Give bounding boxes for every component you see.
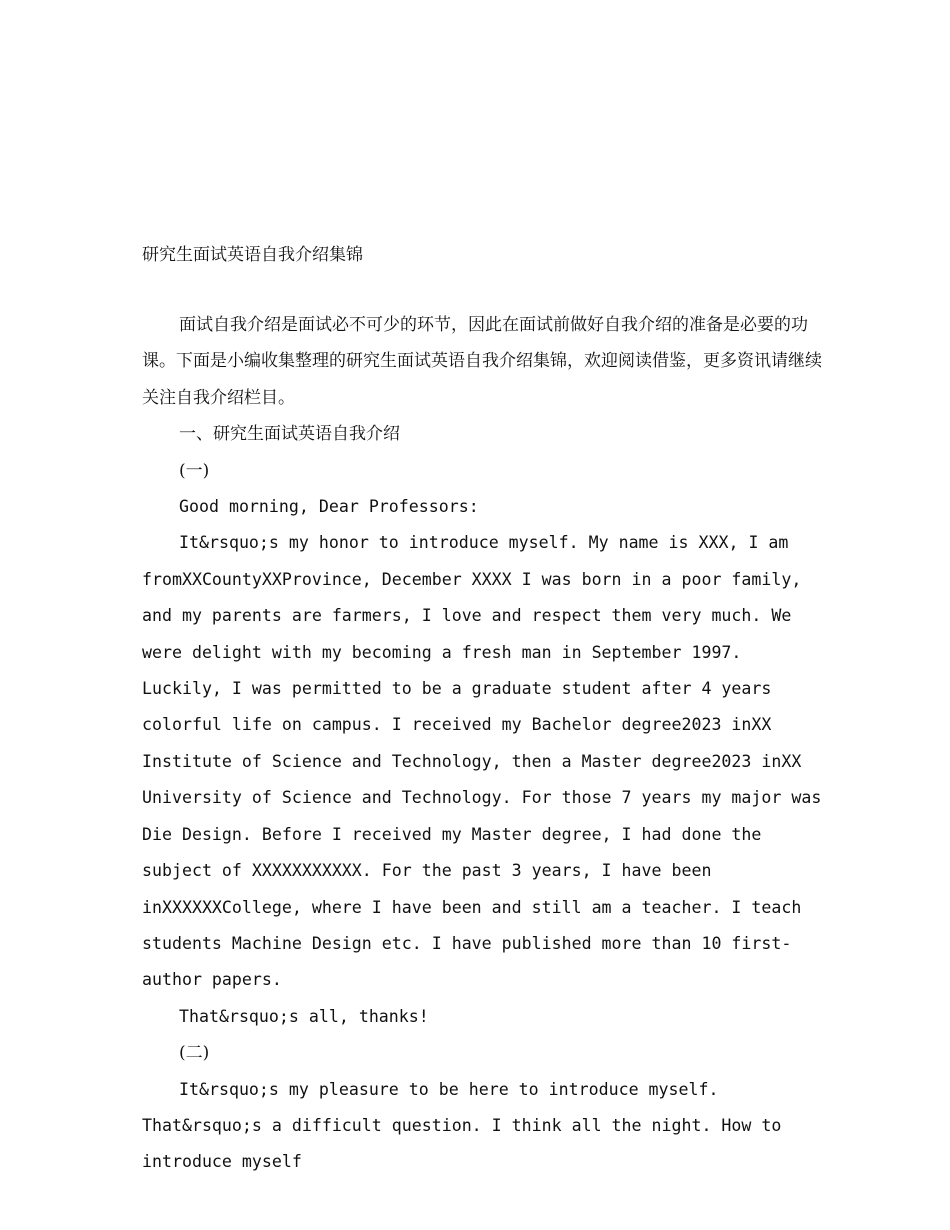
part2-body-paragraph: It&rsquo;s my pleasure to be here to introduce myself. That&rsquo;s a difficult question. I think all the night. How to introduce myself — [142, 1079, 782, 1172]
section-heading: 一、研究生面试英语自我介绍 — [179, 424, 400, 445]
greeting-line: Good morning, Dear Professors: — [179, 497, 479, 517]
document-page — [142, 236, 822, 1181]
intro-paragraph: 面试自我介绍是面试必不可少的环节，因此在面试前做好自我介绍的准备是必要的功课。下面是小编收集整理的研究生面试英语自我介绍集锦，欢迎阅读借鉴，更多资讯请继续关注自我介绍栏目。 — [142, 315, 822, 408]
document-title: 研究生面试英语自我介绍集锦 — [142, 245, 363, 265]
part2-label: (二) — [179, 1043, 210, 1064]
part1-label: (一) — [179, 460, 210, 481]
part1-closing-line: That&rsquo;s all, thanks! — [179, 1006, 429, 1026]
title-spacer — [142, 274, 822, 307]
part1-body-paragraph: It&rsquo;s my honor to introduce myself. My name is XXX, I am fromXXCountyXXProvince, December XXXX I was born in a poor family, and my parents are farmers, I love and respect them very much. We were delight with my becoming a fresh man in September 1997. Luckily, I was permitted to be a graduate student after 4 years colorful life on campus. I received my Bachelor degree2023 inXX Institute of Science and Technology, then a Master degree2023 inXX University of Science and Technology. For those 7 years my major was Die Design. Before I received my Master degree, I had done the subject of XXXXXXXXXXX. For the past 3 years, I have been inXXXXXXCollege, where I have been and still am a teacher. I teach students Machine Design etc. I have published more than 10 first-author papers. — [142, 533, 822, 990]
